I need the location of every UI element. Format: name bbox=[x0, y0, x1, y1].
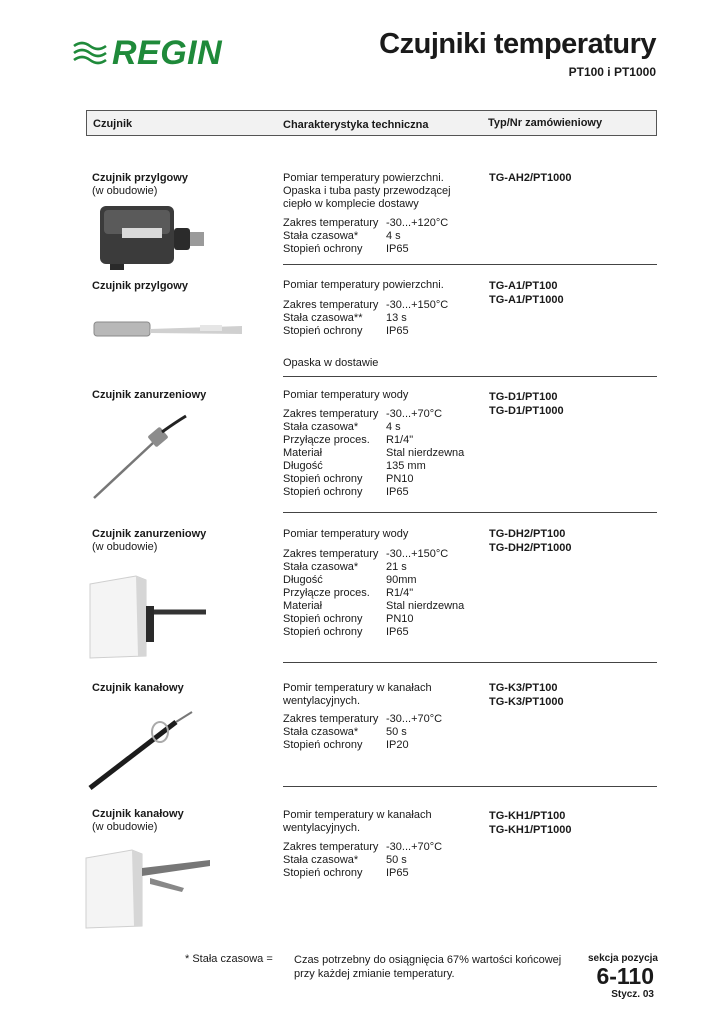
product-specs-3: Zakres temperatury -30...+70°C Stała czasowa* 4 s Przyłącze proces. R1/4" Materiał Stal nierdzewna Długość 135 mm Stopień ochrony PN10 Stopień ochrony IP65 bbox=[283, 408, 465, 498]
product-specs-4: Zakres temperatury -30...+150°C Stała czasowa* 21 s Długość 90mm Przyłącze proces. R1/4" Materiał Stal nierdzewna Stopień ochrony PN10 Stopień ochrony IP65 bbox=[283, 548, 465, 638]
product-types-3: TG-D1/PT100 TG-D1/PT1000 bbox=[489, 391, 564, 417]
product-description-2: Pomiar temperatury powierzchni. bbox=[283, 279, 444, 291]
product-types-1: TG-AH2/PT1000 bbox=[489, 172, 572, 184]
row-divider bbox=[283, 264, 657, 265]
product-name-5: Czujnik kanałowy bbox=[92, 682, 184, 694]
product-specs-1: Zakres temperatury -30...+120°C Stała czasowa* 4 s Stopień ochrony IP65 bbox=[283, 217, 449, 255]
page-subtitle: PT100 i PT1000 bbox=[568, 65, 656, 79]
column-header-order: Typ/Nr zamówieniowy bbox=[488, 117, 603, 129]
housed-probe-icon bbox=[88, 572, 210, 662]
product-specs-2: Zakres temperatury -30...+150°C Stała czasowa** 13 s Stopień ochrony IP65 bbox=[283, 299, 449, 337]
product-name-3: Czujnik zanurzeniowy bbox=[92, 389, 207, 401]
column-header-sensor: Czujnik bbox=[93, 118, 133, 130]
box-sensor-icon bbox=[96, 202, 208, 272]
page-title: Czujniki temperatury bbox=[379, 28, 656, 60]
product-extra-2: Opaska w dostawie bbox=[283, 357, 379, 369]
logo-text: REGIN bbox=[112, 34, 223, 72]
duct-probe-icon bbox=[84, 708, 196, 792]
product-description-4: Pomiar temperatury wody bbox=[283, 528, 409, 540]
product-description-1: Pomiar temperatury powierzchni. Opaska i tuba pasty przewodzącej ciepło w komplecie dostawy bbox=[283, 172, 451, 210]
product-description-3: Pomiar temperatury wody bbox=[283, 389, 409, 401]
logo-waves-icon bbox=[72, 40, 110, 66]
strap-sensor-icon bbox=[92, 314, 247, 348]
product-name-2: Czujnik przylgowy bbox=[92, 280, 188, 292]
product-name-6: Czujnik kanałowy (w obudowie) bbox=[92, 808, 184, 833]
product-types-6: TG-KH1/PT100 TG-KH1/PT1000 bbox=[489, 810, 572, 836]
product-types-4: TG-DH2/PT100 TG-DH2/PT1000 bbox=[489, 528, 572, 554]
product-types-2: TG-A1/PT100 TG-A1/PT1000 bbox=[489, 280, 564, 306]
product-description-5: Pomir temperatury w kanałach wentylacyjnych. bbox=[283, 682, 432, 707]
product-specs-5: Zakres temperatury -30...+70°C Stała czasowa* 50 s Stopień ochrony IP20 bbox=[283, 713, 443, 751]
row-divider bbox=[283, 786, 657, 787]
immersion-probe-icon bbox=[90, 412, 190, 504]
product-name-4: Czujnik zanurzeniowy (w obudowie) bbox=[92, 528, 207, 553]
column-header-specs: Charakterystyka techniczna bbox=[283, 119, 429, 131]
regin-logo bbox=[72, 34, 232, 74]
footnote-label: * Stała czasowa = bbox=[185, 953, 273, 965]
row-divider bbox=[283, 512, 657, 513]
section-number: 6-110 bbox=[596, 963, 654, 989]
section-label: sekcja pozycja bbox=[587, 953, 658, 964]
product-name-1: Czujnik przylgowy (w obudowie) bbox=[92, 172, 188, 197]
footnote-text: Czas potrzebny do osiągnięcia 67% wartości końcowej przy każdej zmianie temperatury. bbox=[294, 954, 562, 980]
product-specs-6: Zakres temperatury -30...+70°C Stała czasowa* 50 s Stopień ochrony IP65 bbox=[283, 841, 443, 879]
product-description-6: Pomir temperatury w kanałach wentylacyjnych. bbox=[283, 809, 432, 834]
row-divider bbox=[283, 376, 657, 377]
row-divider bbox=[283, 662, 657, 663]
table-header bbox=[86, 110, 657, 136]
issue-date: Stycz. 03 bbox=[611, 989, 654, 1000]
housed-duct-probe-icon bbox=[84, 848, 214, 930]
product-types-5: TG-K3/PT100 TG-K3/PT1000 bbox=[489, 682, 564, 708]
